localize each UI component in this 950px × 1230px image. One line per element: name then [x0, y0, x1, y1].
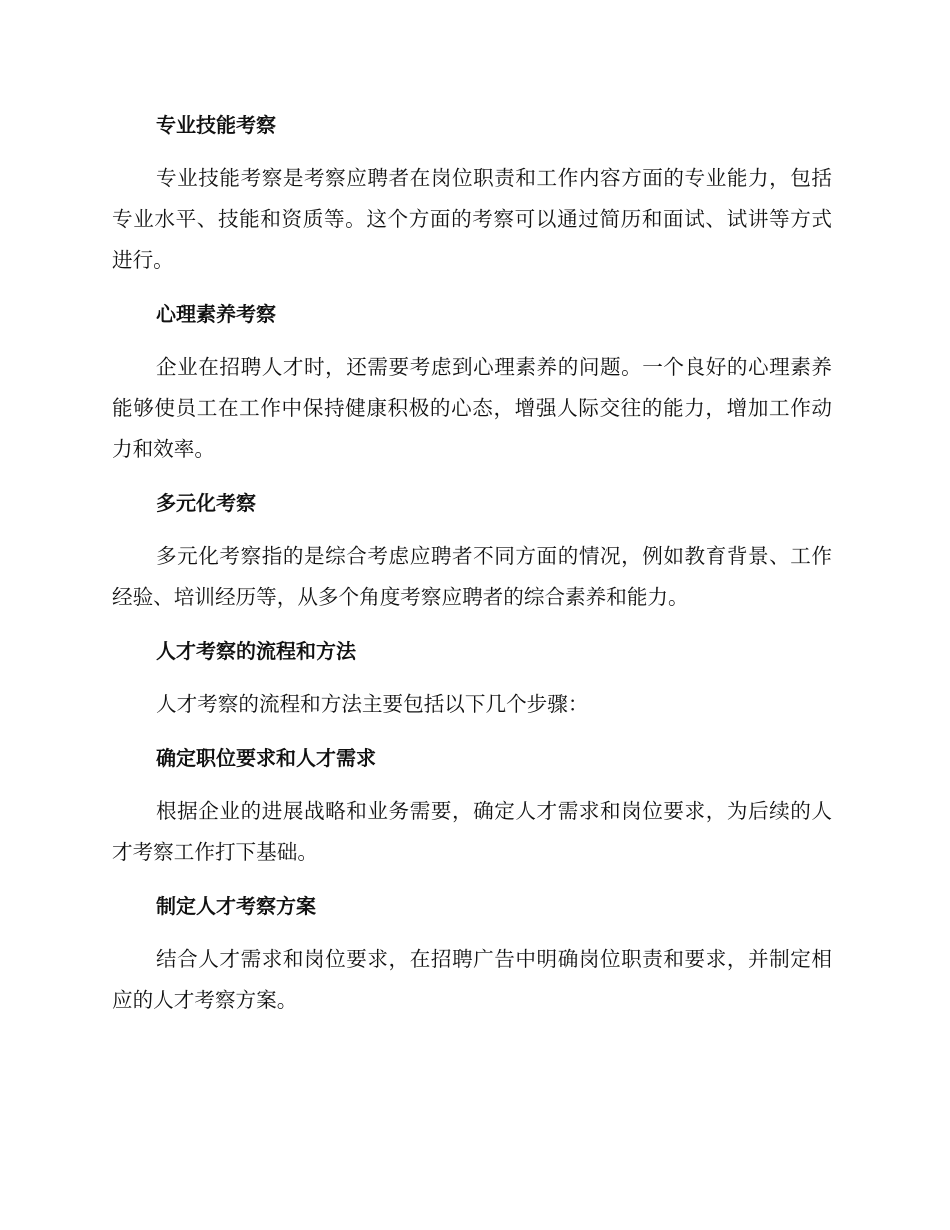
section-body-process-methods: 人才考察的流程和方法主要包括以下几个步骤：	[156, 692, 589, 716]
section-heading-professional-skills: 专业技能考察	[156, 113, 276, 137]
section-body-assessment-plan: 结合人才需求和岗位要求，在招聘广告中明确岗位职责和要求，并制定相应的人才考察方案。	[112, 947, 832, 1012]
section-body-professional-skills: 专业技能考察是考察应聘者在岗位职责和工作内容方面的专业能力，包括专业水平、技能和资质等。这个方面的考察可以通过简历和面试、试讲等方式进行。	[112, 166, 832, 272]
section-heading-determine-requirements: 确定职位要求和人才需求	[156, 746, 376, 770]
section-body-psychological: 企业在招聘人才时，还需要考虑到心理素养的问题。一个良好的心理素养能够使员工在工作中保持健康积极的心态，增强人际交往的能力，增加工作动力和效率。	[112, 355, 832, 461]
section-heading-assessment-plan: 制定人才考察方案	[156, 894, 316, 918]
section-body-determine-requirements: 根据企业的进展战略和业务需要，确定人才需求和岗位要求，为后续的人才考察工作打下基础。	[112, 799, 832, 864]
section-heading-psychological: 心理素养考察	[156, 302, 276, 326]
section-heading-diversified: 多元化考察	[156, 491, 256, 515]
section-body-diversified: 多元化考察指的是综合考虑应聘者不同方面的情况，例如教育背景、工作经验、培训经历等，从多个角度考察应聘者的综合素养和能力。	[112, 544, 832, 609]
document-page	[112, 105, 832, 1034]
section-heading-process-methods: 人才考察的流程和方法	[156, 639, 356, 663]
